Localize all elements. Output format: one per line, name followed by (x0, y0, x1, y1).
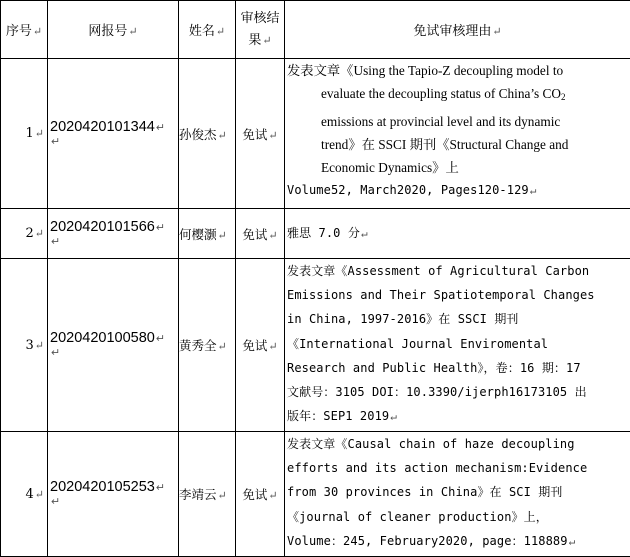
row-result: 免试↵ (236, 432, 285, 557)
header-reason: 免试审核理由↵ (285, 1, 630, 59)
table-row (1, 209, 630, 259)
reason-line: Volume：245, February2020, page：118889↵ (287, 529, 629, 554)
row-reason (285, 259, 630, 432)
reason-line: 《journal of cleaner production》上， (287, 505, 629, 529)
header-id: 网报号↵ (48, 1, 179, 59)
reason-line: evaluate the decoupling status of China’s $CO_2$ (287, 82, 629, 109)
reason-line: 《International Journal Enviromental (287, 332, 629, 356)
header-name: 姓名↵ (179, 1, 236, 59)
row-reason (285, 59, 630, 209)
table-header-row (1, 1, 630, 59)
row-id: 2020420100580↵ ↵ (48, 259, 179, 432)
reason-line: 发表文章《Causal chain of haze decoupling (287, 432, 629, 456)
reason-line: trend》在 SSCI 期刊《Structural Change and (287, 133, 629, 156)
row-reason: 雅思 7.0 分↵ (285, 209, 630, 259)
reason-line: Emissions and Their Spatiotemporal Changes (287, 283, 629, 307)
reason-line: Economic Dynamics》上 (287, 156, 629, 179)
co2-subscript: 2 (561, 92, 566, 102)
row-result: 免试↵ (236, 59, 285, 209)
row-index: 1↵ (1, 59, 48, 209)
reason-line: 发表文章《Using the Tapio-Z decoupling model to (287, 59, 629, 82)
reason-line: 版年：SEP1 2019↵ (287, 404, 629, 429)
reason-line: efforts and its action mechanism:Evidence (287, 456, 629, 480)
row-name: 孙俊杰↵ (179, 59, 236, 209)
header-result: 审核结果↵ (236, 1, 285, 59)
row-name: 黄秀全↵ (179, 259, 236, 432)
reason-line: from 30 provinces in China》在 SCI 期刊 (287, 480, 629, 504)
table-row (1, 59, 630, 209)
header-index: 序号↵ (1, 1, 48, 59)
reason-line: 文献号：3105 DOI：10.3390/ijerph16173105 出 (287, 380, 629, 404)
table-row (1, 259, 630, 432)
row-result: 免试↵ (236, 259, 285, 432)
row-id: 2020420101344↵ ↵ (48, 59, 179, 209)
reason-line: emissions at provincial level and its dynamic (287, 110, 629, 133)
reason-line: Research and Public Health》，卷：16 期：17 (287, 356, 629, 380)
row-index: 2↵ (1, 209, 48, 259)
row-result: 免试↵ (236, 209, 285, 259)
row-index: 3↵ (1, 259, 48, 432)
reason-line: Volume52, March2020, Pages120-129↵ (287, 179, 629, 202)
reason-line: in China, 1997-2016》在 SSCI 期刊 (287, 307, 629, 331)
row-name: 李靖云↵ (179, 432, 236, 557)
table-row (1, 432, 630, 557)
row-reason (285, 432, 630, 557)
row-index: 4↵ (1, 432, 48, 557)
row-name: 何樱灏↵ (179, 209, 236, 259)
row-id: 2020420101566↵ ↵ (48, 209, 179, 259)
reason-line: 发表文章《Assessment of Agricultural Carbon (287, 259, 629, 283)
row-id: 2020420105253↵ ↵ (48, 432, 179, 557)
